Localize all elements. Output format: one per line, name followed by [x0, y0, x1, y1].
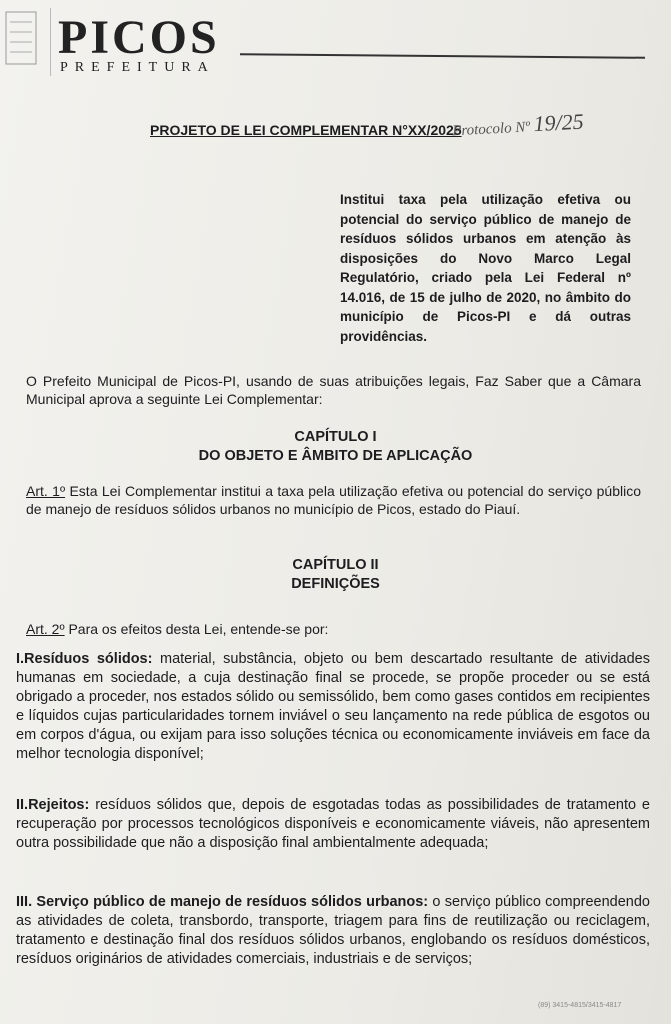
chapter2-title: CAPÍTULO II [292, 557, 379, 573]
protocol-label: Protocolo Nº [451, 119, 531, 140]
item-3-text: o serviço público compreendendo as atividades de coleta, transbordo, transporte, triagem para fins de reutilização ou reciclagem, tratamento e destinação final dos resíduos sólidos urbanos, englobando os resíduos domésticos, resíduos originários de atividades comerciais, industriais e de serviços; [16, 894, 650, 967]
protocol-number: 19/25 [532, 108, 585, 137]
article-1 [26, 482, 641, 518]
article-2-text: Para os efeitos desta Lei, entende-se por: [64, 621, 329, 637]
logo-subtitle: PREFEITURA [60, 60, 215, 75]
seal-icon [2, 8, 42, 68]
definition-item-1 [16, 650, 650, 764]
law-summary: Institui taxa pela utilização efetiva ou potencial do serviço público de manejo de resíduos sólidos urbanos em atenção às disposições do Novo Marco Legal Regulatório, criado pela Lei Federal nº 14.016, de 15 de julho de 2020, no âmbito do município de Picos-PI e dá outras providências. [340, 192, 631, 344]
document-title: PROJETO DE LEI COMPLEMENTAR N°XX/2025 [150, 122, 462, 138]
chapter1-heading [0, 428, 671, 466]
item-2-text: resíduos sólidos que, depois de esgotadas todas as possibilidades de tratamento e recuperação por processos tecnológicos disponíveis e economicamente viáveis, não apresentem outra possibilidade que não a disposição final ambientalmente adequada; [16, 797, 650, 851]
article-2 [26, 620, 641, 638]
item-1-label: I.Resíduos sólidos: [16, 651, 153, 667]
item-1-text: material, substância, objeto ou bem descartado resultante de atividades humanas em sociedade, a cuja destinação final se procede, se propõe proceder ou se está obrigado a proceder, nos estados sólido ou semissólido, bem como gases contidos em recipientes e líquidos cujas particularidades tornem inviável o seu lançamento na rede pública de esgotos ou em corpos d'água, ou exijam para isso soluções técnica ou economicamente inviáveis em face da melhor tecnologia disponível; [16, 651, 650, 762]
footer-phone: (89) 3415-4815/3415-4817 [538, 1002, 622, 1009]
chapter2-name: DEFINIÇÕES [291, 576, 380, 592]
chapter1-name: DO OBJETO E ÂMBITO DE APLICAÇÃO [198, 448, 473, 464]
item-2-label: II.Rejeitos: [16, 797, 90, 813]
header-divider [240, 53, 645, 59]
intro-paragraph: O Prefeito Municipal de Picos-PI, usando de suas atribuições legais, Faz Saber que a Câmara Municipal aprova a seguinte Lei Complementar: [26, 373, 641, 407]
item-3-label: III. Serviço público de manejo de resíduos sólidos urbanos: [16, 894, 429, 910]
protocol-stamp [451, 109, 584, 142]
definition-item-2 [16, 796, 650, 853]
chapter2-heading [0, 556, 671, 594]
logo-name: PICOS [58, 11, 220, 64]
municipal-seal [0, 8, 51, 76]
article-1-text: Esta Lei Complementar institui a taxa pela utilização efetiva ou potencial do serviço público de manejo de resíduos sólidos urbanos no município de Picos, estado do Piauí. [26, 483, 641, 517]
chapter1-title: CAPÍTULO I [294, 429, 377, 445]
article-1-label: Art. 1º [26, 483, 66, 499]
definition-item-3 [16, 893, 650, 969]
article-2-label: Art. 2º [26, 621, 65, 637]
